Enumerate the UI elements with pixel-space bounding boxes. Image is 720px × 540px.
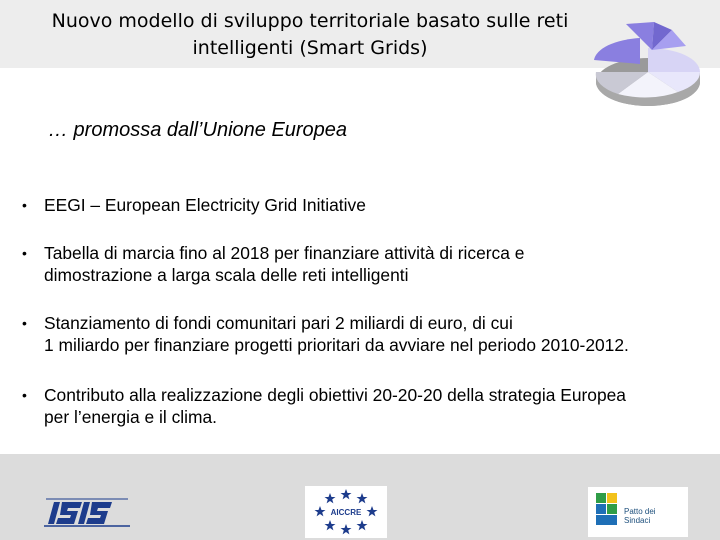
title-line-2: intelligenti (Smart Grids) bbox=[192, 37, 428, 59]
patto-logo-text bbox=[624, 507, 688, 525]
title-line-1: Nuovo modello di sviluppo territoriale basato sulle reti bbox=[51, 10, 569, 32]
slide-subtitle: … promossa dall’Unione Europea bbox=[48, 119, 348, 141]
aiccre-logo-text: AICCRE bbox=[330, 508, 362, 517]
bullet-text: Stanziamento di fondi comunitari pari 2 miliardi di euro, di cui bbox=[44, 313, 513, 333]
patto-emblem-icon bbox=[588, 487, 624, 537]
patto-logo-line-1: Patto dei bbox=[624, 507, 656, 516]
patto-dei-sindaci-logo bbox=[588, 487, 688, 537]
patto-logo-line-2: Sindaci bbox=[624, 516, 651, 525]
bullet-marker: • bbox=[22, 197, 27, 213]
bullet-text: Contributo alla realizzazione degli obiettivi 20-20-20 della strategia Europea bbox=[44, 385, 626, 405]
bullet-text: 1 miliardo per finanziare progetti prioritari da avviare nel periodo 2010-2012. bbox=[44, 335, 629, 355]
bullet-text: dimostrazione a larga scala delle reti intelligenti bbox=[44, 265, 409, 285]
bullet-marker: • bbox=[22, 245, 27, 261]
aiccre-logo bbox=[305, 486, 387, 538]
bullet-marker: • bbox=[22, 315, 27, 331]
bullet-text: per l’energia e il clima. bbox=[44, 407, 218, 427]
slide-title bbox=[0, 8, 620, 62]
bullet-text: EEGI – European Electricity Grid Initiative bbox=[44, 195, 366, 215]
bullet-marker: • bbox=[22, 387, 27, 403]
pie-chart-logo bbox=[588, 20, 710, 116]
isis-logo bbox=[42, 496, 134, 530]
bullet-text: Tabella di marcia fino al 2018 per finanziare attività di ricerca e bbox=[44, 243, 525, 263]
